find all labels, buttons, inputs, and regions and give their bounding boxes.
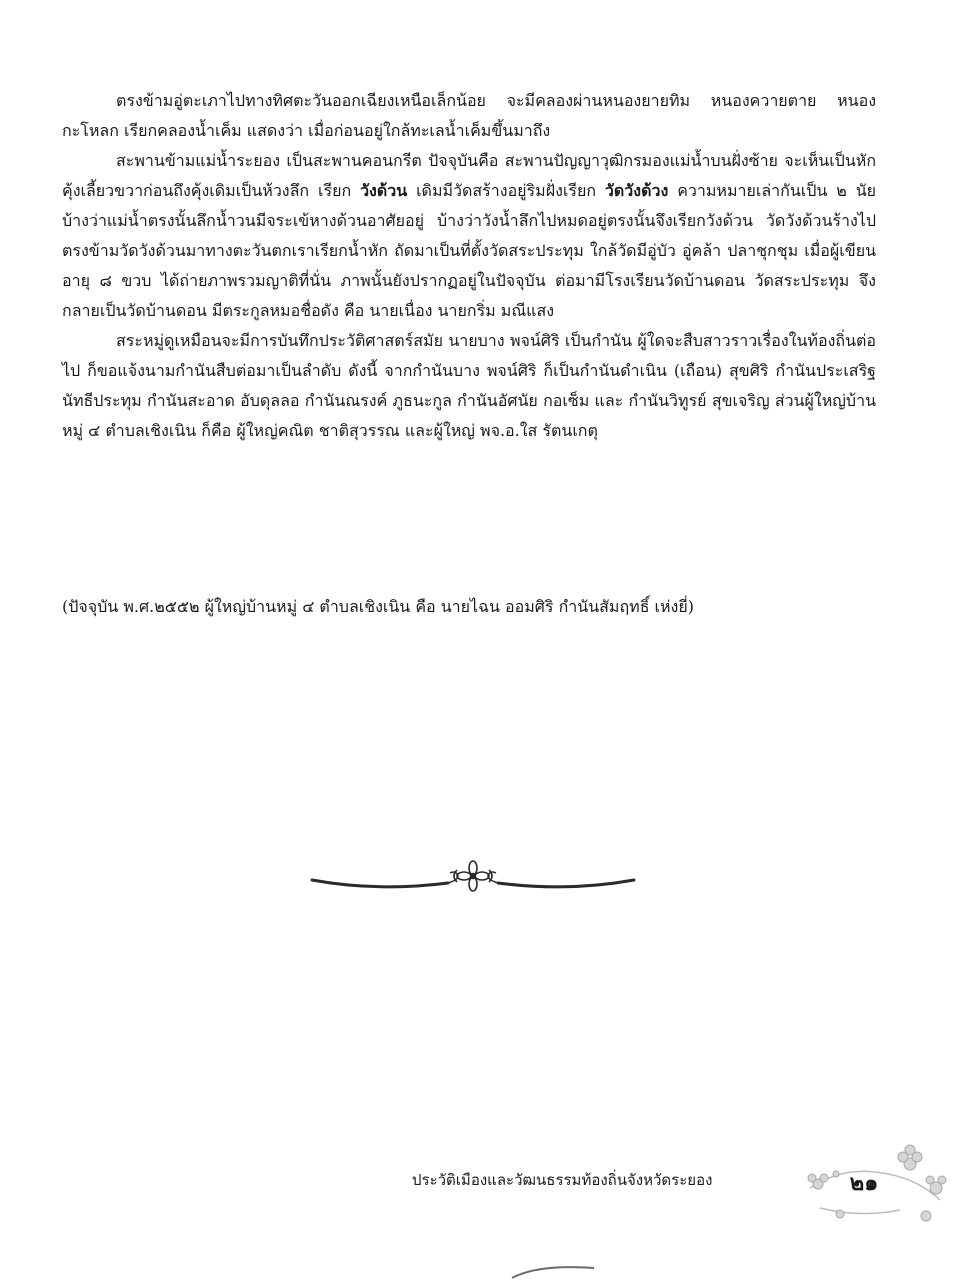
place-name-wang-duan: วังด้วน: [360, 181, 408, 200]
page-number: ๒๑: [849, 1171, 879, 1196]
paragraph-2: [62, 146, 876, 326]
body-text: [62, 86, 876, 446]
paragraph-3: [62, 326, 876, 446]
paragraph-segment: สระหมู่ดูเหมือนจะมีการบันทึกประวัติศาสตร์สมัย นายบาง พจน์ศิริ เป็นกำนัน ผู้ใดจะสืบสาวราวเรื่องในท้องถิ่นต่อไป ก็ขอแจ้งนามกำนันสืบต่อมาเป็นลำดับ ดังนี้ จากกำนันบาง พจน์ศิริ ก็เป็นกำนันดำเนิน (เถือน) สุขศิริ กำนันประเสริฐ นัทธีประทุม กำนันสะอาด อับดุลลอ กำนันณรงค์ ภูธนะกูล กำนันอัศนัย กอเซ็ม และ กำนันวิทูรย์ สุขเจริญ ส่วนผู้ใหญ่บ้านหมู่ ๔ ตำบลเชิงเนิน ก็คือ ผู้ใหญ่คณิต ชาติสุวรรณ และผู้ใหญ่ พจ.อ.ใส รัตนเกตุ: [62, 331, 876, 440]
book-title-footer: ประวัติเมืองและวัฒนธรรมท้องถิ่นจังหวัดระยอง: [412, 1171, 713, 1189]
paragraph-segment: ความหมายเล่ากันเป็น ๒ นัย บ้างว่าแม่น้ำตรงนั้นลึกน้ำวนมีจระเข้หางด้วนอาศัยอยู่ บ้างว่าวังน้ำลึกไปหมดอยู่ตรงนั้นจึงเรียกวังด้วน วัดวังด้วนร้างไปตรงข้ามวัดวังด้วนมาทางตะวันตกเราเรียกน้ำหัก ถัดมาเป็นที่ตั้งวัดสระประทุม ใกล้วัดมีอู่บัว อู่คล้า ปลาชุกชุม เมื่อผู้เขียนอายุ ๘ ขวบ ได้ถ่ายภาพรวมญาติที่นั่น ภาพนั้นยังปรากฏอยู่ในปัจจุบัน ต่อมามีโรงเรียนวัดบ้านดอน วัดสระประทุม จึงกลายเป็นวัดบ้านดอน มีตระกูลหมอชื่อดัง คือ นายเนื่อง นายกริ่ม มณีแสง: [62, 181, 876, 320]
page-edge-mark: [508, 1262, 598, 1280]
decorative-divider-ornament: [308, 856, 638, 900]
paragraph-segment: สะพานข้ามแม่น้ำระยอง เป็นสะพานคอนกรีต ปัจจุบันคือ สะพานปัญญาวุฒิกรมองแม่น้ำบนฝั่งซ้าย จะเห็นเป็นหักคุ้งเลี้ยวขวาก่อนถึงคุ้งเดิมเป็นห้วงลึก เรียก: [62, 151, 876, 200]
footnote-current-leaders: (ปัจจุบัน พ.ศ.๒๕๕๒ ผู้ใหญ่บ้านหมู่ ๔ ตำบลเชิงเนิน คือ นายไฉน ออมศิริ กำนันสัมฤทธิ์ เห่งยี่): [62, 597, 694, 616]
paragraph-segment: ตรงข้ามอู่ตะเภาไปทางทิศตะวันออกเฉียงเหนือเล็กน้อย จะมีคลองผ่านหนองยายทิม หนองควายตาย หนองกะโหลก เรียกคลองน้ำเค็ม แสดงว่า เมื่อก่อนอยู่ใกล้ทะเลน้ำเค็มขึ้นมาถึง: [62, 91, 876, 140]
temple-name-wat-wang-duang: วัดวังด้วง: [604, 181, 669, 200]
paragraph-1: [62, 86, 876, 146]
paragraph-segment: เดิมมีวัดสร้างอยู่ริมฝั่งเรียก: [407, 181, 605, 200]
